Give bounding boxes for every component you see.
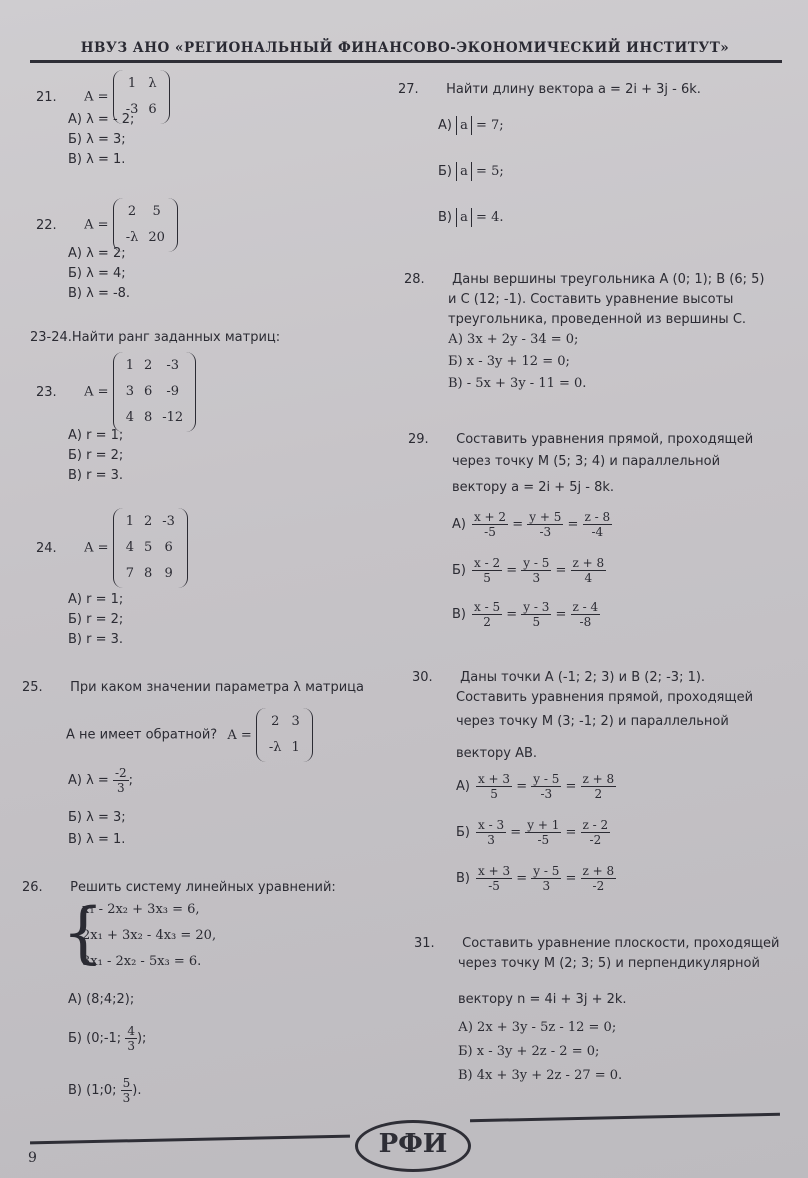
answer-option: Б) r = 2; [68,612,124,627]
matrix-cell: 2 [271,714,280,729]
answer-option: В) r = 3. [68,468,124,483]
answer-option: Б) x - 3y + 12 = 0; [448,354,570,369]
denominator: -2 [589,833,602,847]
matrix [113,352,197,432]
question-number: 24. [36,540,57,556]
question-text: вектору a = 2i + 5j - 8k. [452,480,615,495]
page-number: 9 [28,1150,37,1166]
numerator: y - 5 [533,772,560,786]
fraction [476,864,512,893]
option-value: = 4. [476,210,504,225]
numerator: z + 8 [582,864,615,878]
equals-sign: = [512,871,532,886]
matrix-cell: 20 [148,230,165,245]
equals-sign: = [561,779,581,794]
fraction [125,1024,137,1053]
numerator: x + 2 [473,510,507,524]
fraction [472,510,508,539]
question-number: 25. [22,680,43,695]
matrix-cell: 3 [125,384,134,399]
answer-option: А) λ = 2; [68,246,126,261]
numerator: z - 8 [584,510,611,524]
answer-option [456,772,616,801]
option-prefix: Б) (0;-1; [68,1031,122,1046]
question-text: Найти длину вектора a = 2i + 3j - 6k. [446,82,701,97]
question-28 [404,268,764,292]
matrix-cell: 2 [127,204,137,219]
question-text: Даны точки А (-1; 2; 3) и В (2; -3; 1). [460,670,706,685]
option-prefix: В) (1;0; [68,1083,117,1098]
numerator: y - 5 [523,556,550,570]
matrix-label: A = [84,89,109,105]
matrix-cell: 4 [125,410,134,425]
question-number: 21. [36,89,57,105]
denominator: -5 [484,525,496,539]
matrix-cell: 6 [164,540,173,555]
equation: 3x₁ - 2x₂ - 5x₃ = 6. [82,954,202,969]
numerator: x - 3 [478,818,505,832]
matrix-cell: 6 [143,384,153,399]
denominator: 3 [532,571,541,585]
question-text: Даны вершины треугольника А (0; 1); В (6; 5) [452,272,765,287]
denominator: 2 [594,787,603,801]
answer-option [452,556,606,585]
denominator: 3 [542,879,551,893]
denominator: 2 [483,615,491,629]
option-label: А) [438,118,452,133]
fraction [581,772,617,801]
denominator: 3 [122,1091,131,1105]
matrix [113,198,178,252]
option-label: Б) [456,825,470,840]
answer-option [452,600,600,629]
answer-option: В) - 5x + 3y - 11 = 0. [448,376,587,391]
option-label: Б) [438,164,452,179]
denominator: -8 [579,615,592,629]
answer-option [438,210,503,225]
matrix-cell: 7 [125,566,134,581]
question-25 [22,676,364,700]
answer-option: В) 4x + 3y + 2z - 27 = 0. [458,1068,623,1083]
matrix-cell: -λ [125,230,139,245]
denominator: -4 [591,525,604,539]
fraction [472,556,502,585]
option-value: = 5; [476,164,504,179]
equals-sign: = [551,563,571,578]
question-text: вектору n = 4i + 3j + 2k. [458,992,627,1007]
fraction [121,1076,133,1105]
question-text: Составить уравнения прямой, проходящей [456,690,754,705]
denominator: -5 [537,833,550,847]
numerator: z - 2 [582,818,609,832]
fraction [531,772,561,801]
matrix-cell: 2 [143,358,153,373]
fraction [521,556,551,585]
option-value: = 7; [476,118,504,133]
option-label: А) [456,779,470,794]
question-text: через точку М (3; -1; 2) и параллельной [456,714,729,729]
denominator: -2 [592,879,605,893]
matrix-cell: 5 [143,540,153,555]
question-number: 22. [36,217,57,233]
equals-sign: = [563,517,583,532]
vector-magnitude: a [456,116,472,135]
answer-option: Б) (0;-1; $\frac{4}{3}$ ); [68,1024,147,1053]
denominator: 4 [584,571,593,585]
answer-option: Б) r = 2; [68,448,124,463]
fraction [581,864,617,893]
matrix-cell: 8 [143,410,153,425]
denominator: 3 [117,781,125,795]
question-number: 26. [22,880,43,895]
denominator: 3 [127,1039,135,1053]
section-heading: 23-24.Найти ранг заданных матриц: [30,330,281,345]
matrix [113,508,188,588]
question-number: 28. [404,272,425,287]
system-brace: { [62,894,104,971]
question-text: А не имеет обратной? [66,727,218,743]
fraction [531,864,561,893]
question-number: 27. [398,82,419,97]
equals-sign: = [512,779,532,794]
answer-option: А) (8;4;2); [68,992,135,1007]
equals-sign: = [506,825,526,840]
numerator: z + 8 [582,772,615,786]
equals-sign: = [561,871,581,886]
question-23 [36,352,196,432]
numerator: y + 5 [529,510,562,524]
answer-option: А) r = 1; [68,592,124,607]
matrix-cell: 1 [127,76,137,91]
question-text: Составить уравнение плоскости, проходящей [462,936,780,951]
answer-option: В) (1;0; $\frac{5}{3}$ ). [68,1076,142,1105]
option-label: В) [456,871,470,886]
matrix-cell: -3 [162,514,175,529]
fraction [521,600,551,629]
numerator: x - 2 [474,556,501,570]
denominator: 3 [487,833,495,847]
equals-sign: = [508,517,528,532]
fraction [583,510,613,539]
numerator: x + 3 [478,864,511,878]
question-29 [408,428,753,452]
answer-option: Б) λ = 3; [68,132,126,147]
option-label: В) [452,607,466,622]
matrix-cell: -12 [162,410,184,425]
matrix [256,708,313,762]
vector-magnitude: a [456,208,472,227]
question-text: и С (12; -1). Составить уравнение высоты [448,292,734,307]
answer-option [452,510,612,539]
question-text: через точку М (5; 3; 4) и параллельной [452,454,721,469]
numerator: z + 8 [572,556,605,570]
matrix-cell: 6 [148,102,157,117]
numerator: y + 1 [527,818,560,832]
answer-option: А) r = 1; [68,428,124,443]
question-22 [36,198,178,252]
question-text: При каком значении параметра λ матрица [70,680,364,695]
matrix-cell: 8 [143,566,153,581]
matrix-label: A = [84,384,109,400]
denominator: 5 [490,787,498,801]
numerator: y - 5 [533,864,560,878]
numerator: x + 3 [477,772,511,786]
question-30 [412,666,705,690]
matrix-cell: 1 [125,358,134,373]
question-number: 29. [408,432,429,447]
question-31 [414,932,780,956]
fraction [472,600,502,629]
question-text: через точку М (2; 3; 5) и перпендикулярной [458,956,760,971]
numerator: 4 [127,1024,135,1038]
denominator: -3 [540,787,553,801]
denominator: 5 [532,615,541,629]
matrix-cell: 1 [125,514,134,529]
fraction [476,818,506,847]
fraction [113,766,129,795]
fraction [571,600,601,629]
answer-option [438,164,504,179]
equals-sign: = [502,563,522,578]
numerator: z - 4 [572,600,599,614]
question-25-line2 [66,708,313,762]
institute-logo: РФИ [355,1120,471,1172]
footer-rule-left [30,1135,350,1145]
numerator: -2 [114,766,127,780]
matrix-label: A = [84,217,109,233]
matrix-cell: 1 [291,740,300,755]
question-27 [398,78,701,102]
matrix-cell: -3 [125,102,139,117]
matrix-label: A = [227,727,252,743]
matrix-cell: λ [148,76,157,91]
equation: x₁ - 2x₂ + 3x₃ = 6, [82,902,200,917]
option-label: Б) [452,563,466,578]
question-24 [36,508,188,588]
page-header: НВУЗ АНО «РЕГИОНАЛЬНЫЙ ФИНАНСОВО-ЭКОНОМИЧЕСКИЙ ИНСТИТУТ» [80,40,730,56]
answer-option: В) r = 3. [68,632,124,647]
question-text: Решить систему линейных уравнений: [70,880,336,895]
answer-option [456,818,610,847]
fraction [525,818,561,847]
answer-option: А) 3x + 2y - 34 = 0; [448,332,579,347]
equals-sign: = [561,825,581,840]
fraction [571,556,607,585]
question-text: треугольника, проведенной из вершины С. [448,312,747,327]
question-number: 30. [412,670,433,685]
fraction [476,772,512,801]
numerator: x - 5 [474,600,501,614]
option-label: В) [438,210,452,225]
matrix-cell: -3 [166,358,180,373]
question-text: вектору AB. [456,746,538,761]
matrix-cell: 4 [125,540,134,555]
question-text: Составить уравнения прямой, проходящей [456,432,754,447]
answer-option: А) λ = $\frac{-2}{3}$ ; [68,766,134,795]
fraction [527,510,563,539]
footer-rule-right [470,1113,780,1122]
answer-option: В) λ = 1. [68,832,126,847]
matrix-cell: 5 [152,204,161,219]
answer-option: Б) λ = 3; [68,810,126,825]
matrix-cell: -λ [268,740,282,755]
equals-sign: = [551,607,571,622]
header-rule [30,60,782,63]
answer-option: В) λ = 1. [68,152,126,167]
matrix-cell: -9 [166,384,180,399]
equals-sign: = [502,607,522,622]
answer-option: В) λ = -8. [68,286,131,301]
numerator: 5 [122,1076,131,1090]
answer-option [438,118,504,133]
numerator: y - 3 [523,600,550,614]
matrix-label: A = [84,540,109,556]
option-prefix: А) λ = [68,773,109,788]
denominator: -3 [539,525,552,539]
answer-option: Б) x - 3y + 2z - 2 = 0; [458,1044,600,1059]
denominator: 5 [483,571,491,585]
denominator: -5 [488,879,500,893]
fraction [581,818,611,847]
answer-option [456,864,616,893]
answer-option: А) λ = - 2; [68,112,135,127]
matrix-cell: 2 [143,514,153,529]
equation: 2x₁ + 3x₂ - 4x₃ = 20, [82,928,217,943]
matrix-cell: 3 [291,714,300,729]
question-number: 23. [36,384,57,400]
answer-option: Б) λ = 4; [68,266,126,281]
matrix-cell: 9 [164,566,173,581]
question-number: 31. [414,936,435,951]
vector-magnitude: a [456,162,472,181]
option-label: А) [452,517,466,532]
answer-option: А) 2x + 3y - 5z - 12 = 0; [458,1020,617,1035]
